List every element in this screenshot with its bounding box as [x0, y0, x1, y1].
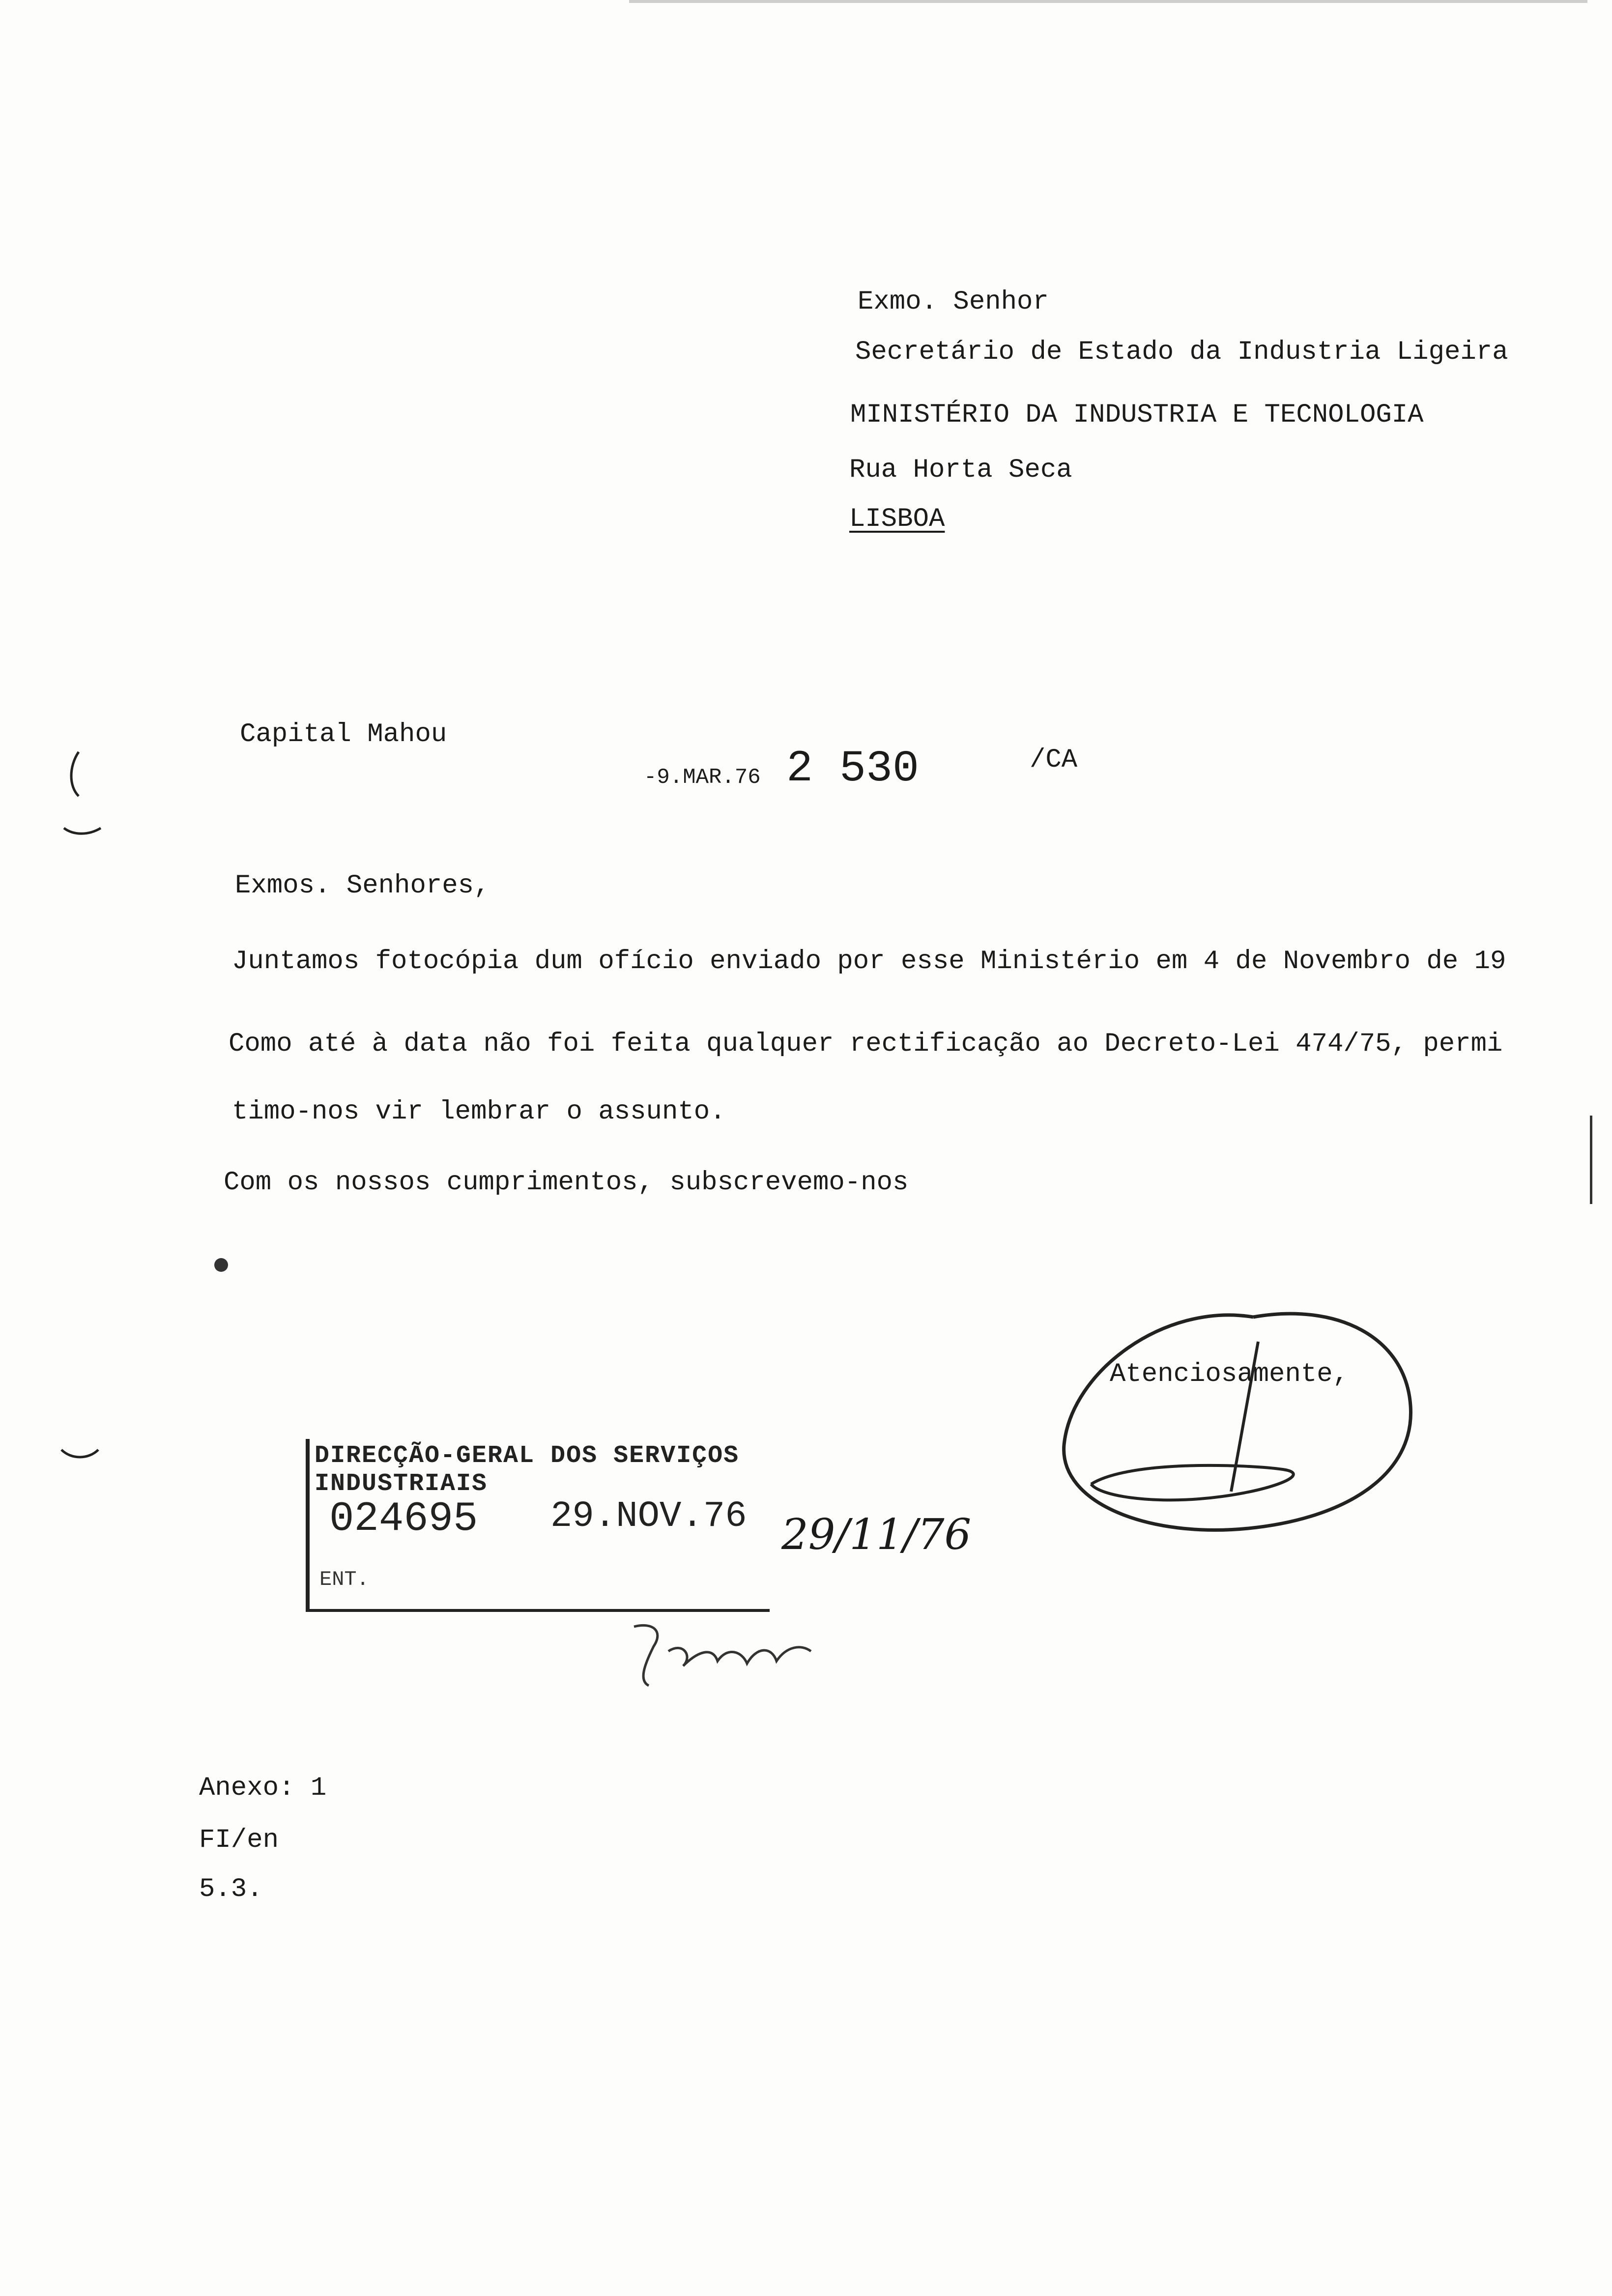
- recipient-salutation: Exmo. Senhor: [858, 287, 1049, 317]
- letter-paragraph-2-line-2: timo-nos vir lembrar o assunto.: [232, 1097, 726, 1127]
- top-edge-rule: [629, 0, 1587, 3]
- stamp-date: 29.NOV.76: [550, 1496, 747, 1537]
- handwritten-initials-mark: [624, 1617, 821, 1691]
- stamp-header: DIRECÇÃO-GERAL DOS SERVIÇOS INDUSTRIAIS: [315, 1442, 740, 1498]
- footer-initials: FI/en: [199, 1825, 279, 1855]
- stamp-footer: ENT.: [319, 1568, 369, 1591]
- recipient-city: LISBOA: [849, 504, 945, 534]
- letter-signoff: Atenciosamente,: [1110, 1359, 1349, 1389]
- reference-addressee: Capital Mahou: [240, 719, 447, 749]
- ink-dot: [214, 1258, 228, 1272]
- letter-paragraph-2-line-1: Como até à data não foi feita qualquer rectificação ao Decreto-Lei 474/75, permi: [229, 1029, 1503, 1059]
- receipt-stamp: [306, 1439, 770, 1612]
- letter-paragraph-1: Juntamos fotocópia dum ofício enviado por esse Ministério em 4 de Novembro de 19: [232, 947, 1506, 976]
- punch-hole-mark-lower: [54, 1435, 103, 1474]
- stamp-number: 024695: [329, 1496, 478, 1543]
- footer-code: 5.3.: [199, 1874, 263, 1904]
- signature-loop-mark: [1042, 1297, 1445, 1553]
- reference-date: -9.MAR.76: [644, 765, 761, 790]
- punch-hole-mark: [59, 747, 108, 855]
- recipient-street: Rua Horta Seca: [849, 455, 1072, 485]
- right-edge-mark: [1590, 1116, 1592, 1204]
- recipient-ministry: MINISTÉRIO DA INDUSTRIA E TECNOLOGIA: [850, 400, 1424, 430]
- reference-number: 2 530: [786, 744, 920, 794]
- recipient-title: Secretário de Estado da Industria Ligeira: [855, 337, 1508, 367]
- reference-suffix: /CA: [1030, 745, 1078, 775]
- letter-greeting: Exmos. Senhores,: [235, 871, 490, 901]
- handwritten-date: 29/11/76: [781, 1510, 972, 1559]
- letter-closing: Com os nossos cumprimentos, subscrevemo-nos: [224, 1168, 909, 1198]
- footer-annex: Anexo: 1: [199, 1773, 327, 1803]
